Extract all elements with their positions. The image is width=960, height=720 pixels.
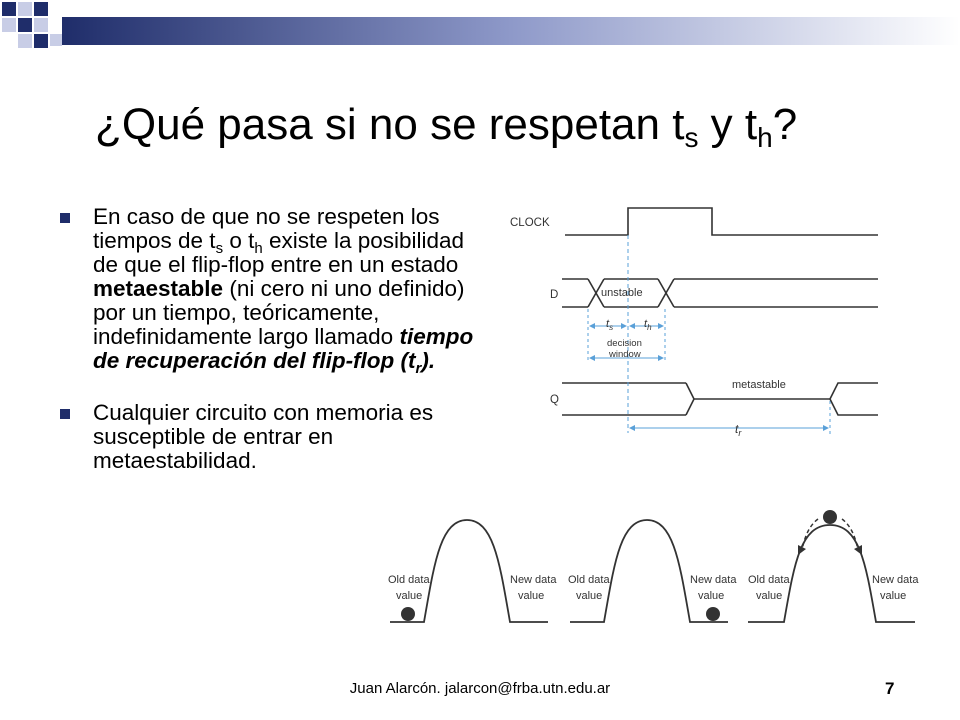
bullet-1-bold-metaestable: metaestable: [93, 276, 224, 301]
footer-author: Juan Alarcón. jalarcon@frba.utn.edu.ar: [349, 680, 611, 697]
arrowhead: [629, 323, 635, 329]
header-decoration: [0, 0, 960, 60]
hill-3-new-value: value: [880, 590, 907, 602]
arrowhead: [589, 323, 595, 329]
hill-2-curve: [570, 520, 728, 622]
arrowhead: [621, 323, 627, 329]
ball-old-value-icon: [401, 607, 415, 621]
bullet-square-icon: [60, 213, 70, 223]
q-label: Q: [550, 394, 559, 406]
metastability-hill-diagrams: [380, 505, 925, 640]
hill-1-new-value: value: [518, 590, 545, 602]
header-square-3: [34, 2, 48, 16]
bullet-square-icon: [60, 409, 70, 419]
bullet-2-text: Cualquier circuito con memoria es susceptible de entrar en metaestabilidad.: [93, 400, 434, 473]
header-square-7: [18, 34, 32, 48]
hill-3-old-value: value: [756, 590, 783, 602]
title-subscript-s: s: [684, 122, 699, 153]
ts-label-sub: s: [609, 323, 614, 332]
title-text: ¿Qué pasa si no se respetan t: [95, 100, 685, 149]
bullet-1-text-b: o t: [223, 228, 255, 253]
q-transition-right-b: [830, 399, 878, 415]
clock-waveform: [565, 208, 878, 235]
tr-label-t: t: [735, 422, 739, 436]
header-square-1: [2, 2, 16, 16]
clock-label: CLOCK: [510, 217, 550, 229]
tr-label-sub: r: [738, 428, 742, 438]
arrowhead: [658, 355, 664, 361]
bullet-1-text-d: (ni cero ni uno definido) por un tiempo, teóricamente, indefinidamente largo llamado: [93, 276, 465, 349]
bullet-1-sub-s: s: [215, 240, 224, 257]
q-transition-right: [830, 383, 878, 399]
hill-3-new-label: New data: [872, 574, 919, 586]
hill-1-new-label: New data: [510, 574, 557, 586]
timing-diagram: [500, 195, 900, 450]
ball-metastable-icon: [823, 510, 837, 524]
header-square-2: [18, 2, 32, 16]
title-text-mid: y t: [698, 100, 758, 149]
hill-2-new-label: New data: [690, 574, 737, 586]
header-square-5: [18, 18, 32, 32]
d-transition-right: [658, 279, 666, 307]
ts-label-t: t: [606, 318, 610, 330]
decision-label: decision: [607, 338, 642, 349]
title-subscript-h: h: [757, 122, 773, 153]
header-gradient-bar: [62, 17, 960, 45]
arrowhead: [658, 323, 664, 329]
th-label-sub: h: [647, 323, 652, 332]
tr-label: [735, 422, 742, 438]
hill-2-old-value: value: [576, 590, 603, 602]
bullet-1-sub-h: h: [254, 240, 263, 257]
th-label-t: t: [644, 318, 648, 330]
arrowhead: [589, 355, 595, 361]
header-square-8: [34, 34, 48, 48]
bullet-item-2: [58, 401, 478, 473]
arrowhead: [823, 425, 829, 431]
page-number: 7: [885, 679, 895, 698]
d-transition-right-b: [666, 279, 674, 307]
bullet-1-text-a: En caso de que no se respeten los tiempos de t: [93, 204, 440, 253]
ball-new-value-icon: [706, 607, 720, 621]
bullet-1-bold-italic-end: ).: [421, 348, 436, 373]
ts-label: [606, 318, 613, 332]
q-transition-left: [686, 383, 694, 415]
hill-1-old-label: Old data: [388, 574, 430, 586]
hill-2-new-value: value: [698, 590, 725, 602]
d-label: D: [550, 289, 559, 301]
d-transition-left: [588, 279, 596, 307]
header-square-4: [2, 18, 16, 32]
slide-title: [95, 100, 895, 153]
title-text-end: ?: [772, 100, 798, 149]
header-square-6: [34, 18, 48, 32]
hill-3-old-label: Old data: [748, 574, 790, 586]
bullet-item-1: [58, 204, 478, 377]
hill-1-curve: [390, 520, 548, 622]
arrowhead: [629, 425, 635, 431]
unstable-label: unstable: [601, 287, 643, 299]
bullet-1-text-c: existe la posibilidad de que el flip-flop entre en un estado: [93, 228, 465, 277]
header-square-9: [50, 34, 62, 46]
bullet-1-bold-italic: tiempo de recuperación del flip-flop (t: [93, 324, 474, 373]
metastable-label: metastable: [732, 379, 786, 391]
bullet-1-sub-r: r: [415, 360, 422, 377]
th-label: [644, 318, 652, 332]
bullet-list: [58, 205, 478, 473]
window-label: window: [609, 349, 641, 360]
hill-1-old-value: value: [396, 590, 423, 602]
hill-2-old-label: Old data: [568, 574, 610, 586]
